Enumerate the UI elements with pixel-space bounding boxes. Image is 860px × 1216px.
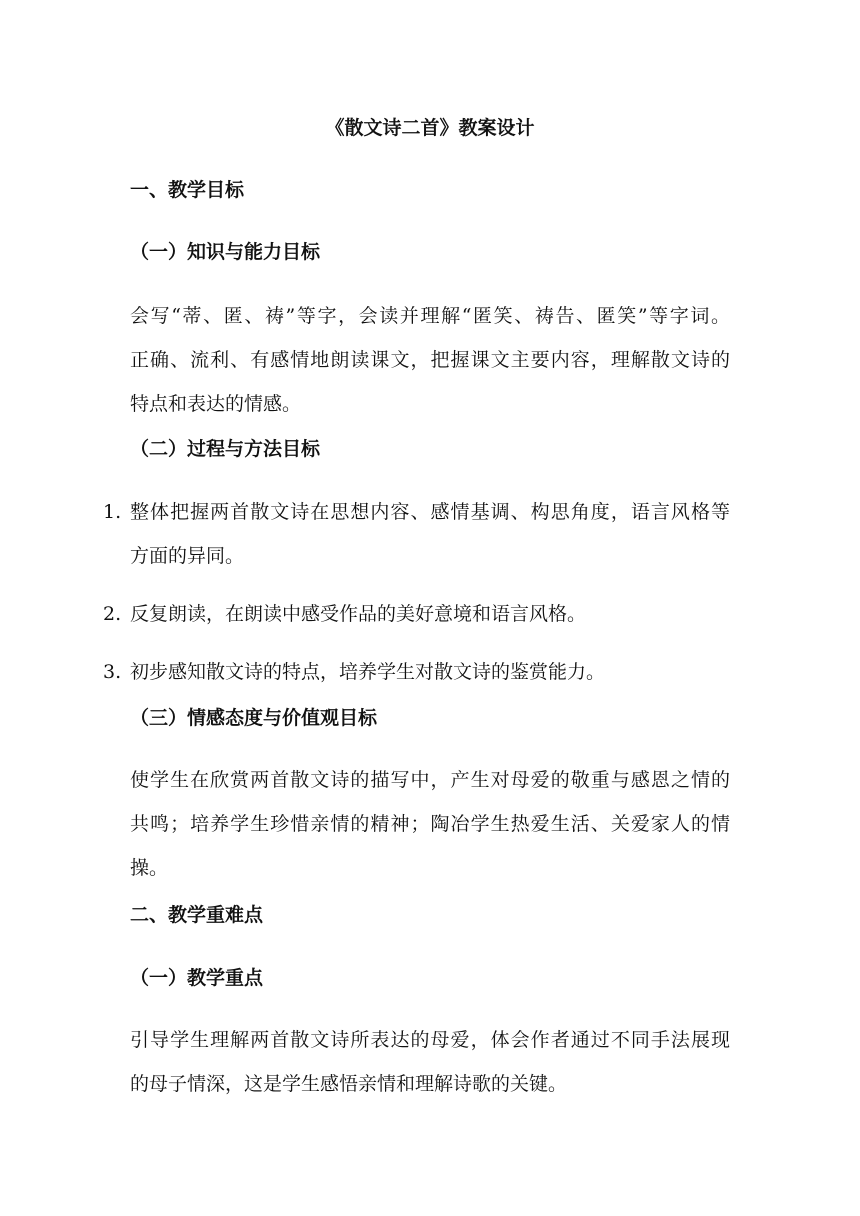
paragraph-knowledge-ability xyxy=(130,294,730,426)
list-number: 3. xyxy=(103,661,122,683)
paragraph-line: 的母子情深，这是学生感悟亲情和理解诗歌的关键。 xyxy=(130,1073,568,1095)
list-item xyxy=(103,592,730,636)
list-item xyxy=(103,490,730,578)
paragraph-teaching-focus xyxy=(130,1018,730,1106)
list-item xyxy=(103,650,730,694)
document-title: 《散文诗二首》教案设计 xyxy=(325,117,535,139)
paragraph-line: 特点和表达的情感。 xyxy=(130,393,302,415)
paragraph-emotion-values xyxy=(130,758,730,890)
subheading-emotion-values: （三）情感态度与价值观目标 xyxy=(130,707,378,729)
list-item-line: 方面的异同。 xyxy=(130,545,245,567)
section-heading-key-difficulties: 二、教学重难点 xyxy=(130,904,264,926)
list-number: 2. xyxy=(103,603,122,625)
paragraph-line: 正确、流利、有感情地朗读课文，把握课文主要内容，理解散文诗的 xyxy=(130,349,730,371)
list-item-line: 初步感知散文诗的特点，培养学生对散文诗的鉴赏能力。 xyxy=(130,661,606,683)
list-number: 1. xyxy=(103,501,122,523)
paragraph-line: 引导学生理解两首散文诗所表达的母爱，体会作者通过不同手法展现 xyxy=(130,1029,730,1051)
section-heading-teaching-objectives: 一、教学目标 xyxy=(130,179,245,201)
list-item-line: 整体把握两首散文诗在思想内容、感情基调、构思角度，语言风格等 xyxy=(130,501,730,523)
list-item-line: 反复朗读，在朗读中感受作品的美好意境和语言风格。 xyxy=(130,603,587,625)
paragraph-line: 操。 xyxy=(130,857,169,879)
subheading-knowledge-ability: （一）知识与能力目标 xyxy=(130,241,321,263)
subheading-process-method: （二）过程与方法目标 xyxy=(130,438,321,460)
paragraph-line: 会写“蒂、匿、祷”等字，会读并理解“匿笑、祷告、匿笑”等字词。 xyxy=(130,305,730,327)
paragraph-line: 使学生在欣赏两首散文诗的描写中，产生对母爱的敬重与感恩之情的 xyxy=(130,769,730,791)
paragraph-line: 共鸣；培养学生珍惜亲情的精神；陶冶学生热爱生活、关爱家人的情 xyxy=(130,813,730,835)
subheading-teaching-focus: （一）教学重点 xyxy=(130,967,264,989)
